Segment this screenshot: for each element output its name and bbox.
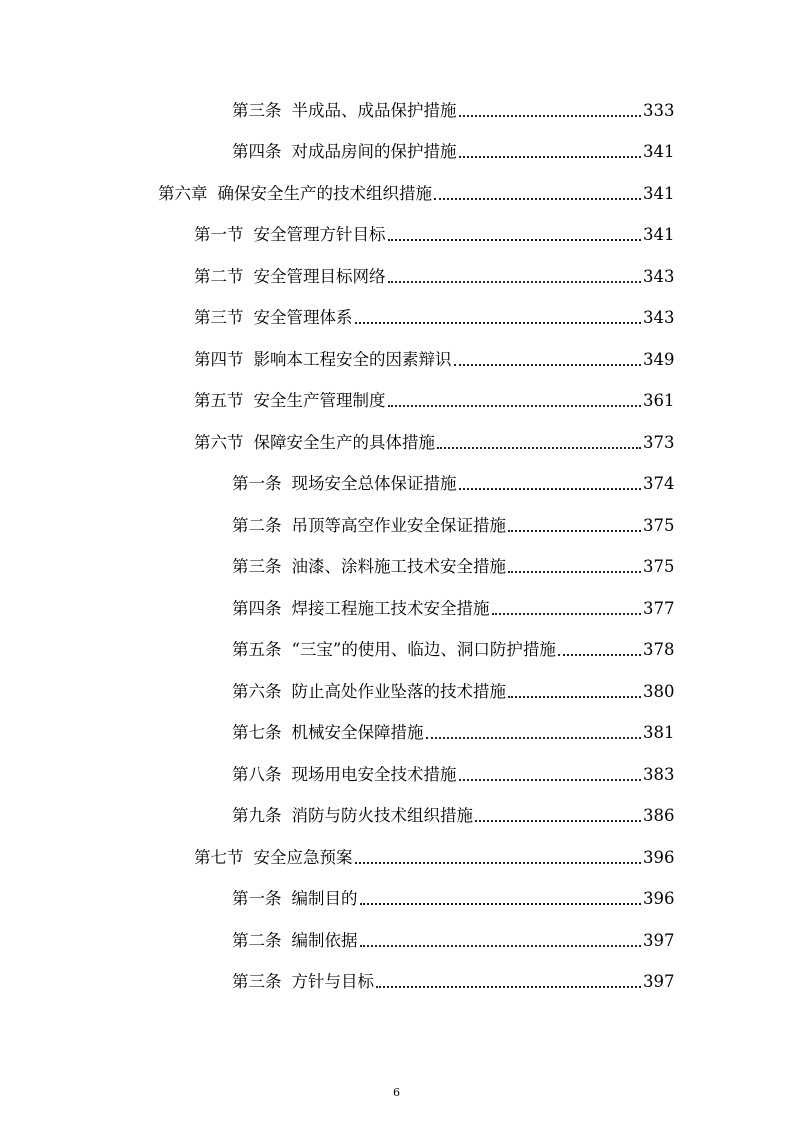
toc-entry-number: 第一节 bbox=[194, 225, 244, 245]
toc-entry-title: 保障安全生产的具体措施 bbox=[253, 432, 435, 452]
toc-entry-number: 第三条 bbox=[232, 557, 282, 577]
toc-entry-title: 防止高处作业坠落的技术措施 bbox=[291, 681, 506, 701]
toc-entry[interactable] bbox=[0, 339, 793, 381]
toc-entry[interactable] bbox=[0, 754, 793, 796]
toc-dot-leader bbox=[459, 142, 642, 162]
toc-entry-number: 第一条 bbox=[232, 889, 282, 909]
toc-entry[interactable] bbox=[0, 298, 793, 340]
toc-entry[interactable] bbox=[0, 671, 793, 713]
toc-entry-title: 机械安全保障措施 bbox=[291, 723, 424, 743]
toc-entry-number: 第二条 bbox=[232, 515, 282, 535]
toc-entry-title: 确保安全生产的技术组织措施 bbox=[217, 183, 432, 203]
toc-entry-page: 378 bbox=[643, 640, 675, 660]
toc-dot-leader bbox=[459, 765, 642, 785]
toc-dot-leader bbox=[426, 723, 642, 743]
toc-entry-page: 397 bbox=[643, 972, 675, 992]
toc-entry-title: “三宝”的使用、临边、洞口防护措施 bbox=[291, 640, 556, 660]
toc-entry[interactable] bbox=[0, 132, 793, 174]
toc-entry-page: 343 bbox=[643, 266, 675, 286]
toc-entry-page: 381 bbox=[643, 723, 675, 743]
toc-entry[interactable] bbox=[0, 713, 793, 755]
toc-dot-leader bbox=[475, 806, 641, 826]
toc-entry-number: 第四条 bbox=[232, 598, 282, 618]
toc-dot-leader bbox=[388, 225, 642, 245]
toc-entry-page: 383 bbox=[643, 764, 675, 784]
toc-entry-number: 第五条 bbox=[232, 640, 282, 660]
toc-entry-page: 361 bbox=[643, 391, 675, 411]
toc-entry[interactable] bbox=[0, 630, 793, 672]
toc-entry-number: 第八条 bbox=[232, 764, 282, 784]
toc-dot-leader bbox=[355, 308, 642, 328]
toc-entry-number: 第七节 bbox=[194, 847, 244, 867]
toc-entry[interactable] bbox=[0, 215, 793, 257]
toc-entry-page: 341 bbox=[643, 183, 675, 203]
toc-dot-leader bbox=[459, 474, 642, 494]
toc-entry[interactable] bbox=[0, 422, 793, 464]
toc-entry-page: 375 bbox=[643, 515, 675, 535]
toc-dot-leader bbox=[388, 267, 642, 287]
toc-entry-number: 第七条 bbox=[232, 723, 282, 743]
toc-entry-page: 397 bbox=[643, 930, 675, 950]
toc-entry-page: 374 bbox=[643, 474, 675, 494]
toc-dot-leader bbox=[437, 433, 641, 453]
toc-entry-page: 373 bbox=[643, 432, 675, 452]
toc-entry[interactable] bbox=[0, 962, 793, 1004]
toc-entry-page: 341 bbox=[643, 225, 675, 245]
toc-entry-page: 386 bbox=[643, 806, 675, 826]
toc-entry-number: 第四条 bbox=[232, 142, 282, 162]
toc-entry-number: 第五节 bbox=[194, 391, 244, 411]
toc-entry-number: 第四节 bbox=[194, 349, 244, 369]
toc-entry-number: 第三条 bbox=[232, 100, 282, 120]
toc-dot-leader bbox=[492, 599, 642, 619]
toc-dot-leader bbox=[360, 889, 642, 909]
toc-entry[interactable] bbox=[0, 90, 793, 132]
toc-entry-title: 吊顶等高空作业安全保证措施 bbox=[291, 515, 506, 535]
toc-entry-number: 第一条 bbox=[232, 474, 282, 494]
toc-entry[interactable] bbox=[0, 381, 793, 423]
toc-entry-title: 安全应急预案 bbox=[253, 847, 353, 867]
toc-entry-title: 现场用电安全技术措施 bbox=[291, 764, 457, 784]
toc-entry-title: 消防与防火技术组织措施 bbox=[291, 806, 473, 826]
toc-entry-page: 396 bbox=[643, 889, 675, 909]
toc-entry-title: 安全管理目标网络 bbox=[253, 266, 386, 286]
toc-entry[interactable] bbox=[0, 879, 793, 921]
toc-entry-title: 安全生产管理制度 bbox=[253, 391, 386, 411]
toc-entry[interactable] bbox=[0, 173, 793, 215]
toc-entry-title: 半成品、成品保护措施 bbox=[291, 100, 457, 120]
toc-entry-number: 第六章 bbox=[158, 183, 208, 203]
toc-entry-title: 编制依据 bbox=[291, 930, 358, 950]
toc-entry-title: 油漆、涂料施工技术安全措施 bbox=[291, 557, 506, 577]
toc-entry-number: 第六条 bbox=[232, 681, 282, 701]
toc-entry-number: 第九条 bbox=[232, 806, 282, 826]
toc-dot-leader bbox=[508, 516, 641, 536]
toc-entry-title: 现场安全总体保证措施 bbox=[291, 474, 457, 494]
toc-entry-number: 第三节 bbox=[194, 308, 244, 328]
toc-dot-leader bbox=[508, 682, 641, 702]
toc-dot-leader bbox=[508, 557, 641, 577]
toc-entry-title: 安全管理体系 bbox=[253, 308, 353, 328]
toc-entry[interactable] bbox=[0, 505, 793, 547]
toc-entry[interactable] bbox=[0, 588, 793, 630]
toc-entry-number: 第二节 bbox=[194, 266, 244, 286]
toc-entry-title: 焊接工程施工技术安全措施 bbox=[291, 598, 490, 618]
toc-entry-page: 333 bbox=[643, 100, 675, 120]
toc-entry-title: 编制目的 bbox=[291, 889, 358, 909]
toc-entry-title: 方针与目标 bbox=[291, 972, 374, 992]
toc-dot-leader bbox=[360, 931, 642, 951]
toc-entry[interactable] bbox=[0, 837, 793, 879]
table-of-contents bbox=[0, 90, 793, 1003]
toc-dot-leader bbox=[459, 101, 642, 121]
toc-dot-leader bbox=[454, 350, 642, 370]
toc-entry[interactable] bbox=[0, 796, 793, 838]
toc-entry-page: 377 bbox=[643, 598, 675, 618]
toc-entry[interactable] bbox=[0, 256, 793, 298]
toc-entry-title: 影响本工程安全的因素辩识 bbox=[253, 349, 452, 369]
toc-entry-title: 安全管理方针目标 bbox=[253, 225, 386, 245]
toc-dot-leader bbox=[434, 184, 641, 204]
toc-dot-leader bbox=[558, 640, 641, 660]
toc-dot-leader bbox=[355, 848, 642, 868]
toc-entry[interactable] bbox=[0, 547, 793, 589]
toc-entry-number: 第二条 bbox=[232, 930, 282, 950]
toc-dot-leader bbox=[376, 972, 641, 992]
toc-entry-page: 341 bbox=[643, 142, 675, 162]
page-number: 6 bbox=[393, 1086, 400, 1099]
toc-entry-page: 343 bbox=[643, 308, 675, 328]
toc-entry[interactable] bbox=[0, 920, 793, 962]
toc-dot-leader bbox=[388, 391, 642, 411]
toc-entry-number: 第三条 bbox=[232, 972, 282, 992]
toc-entry-page: 380 bbox=[643, 681, 675, 701]
toc-entry[interactable] bbox=[0, 464, 793, 506]
toc-entry-title: 对成品房间的保护措施 bbox=[291, 142, 457, 162]
toc-entry-number: 第六节 bbox=[194, 432, 244, 452]
toc-entry-page: 349 bbox=[643, 349, 675, 369]
toc-entry-page: 396 bbox=[643, 847, 675, 867]
toc-entry-page: 375 bbox=[643, 557, 675, 577]
